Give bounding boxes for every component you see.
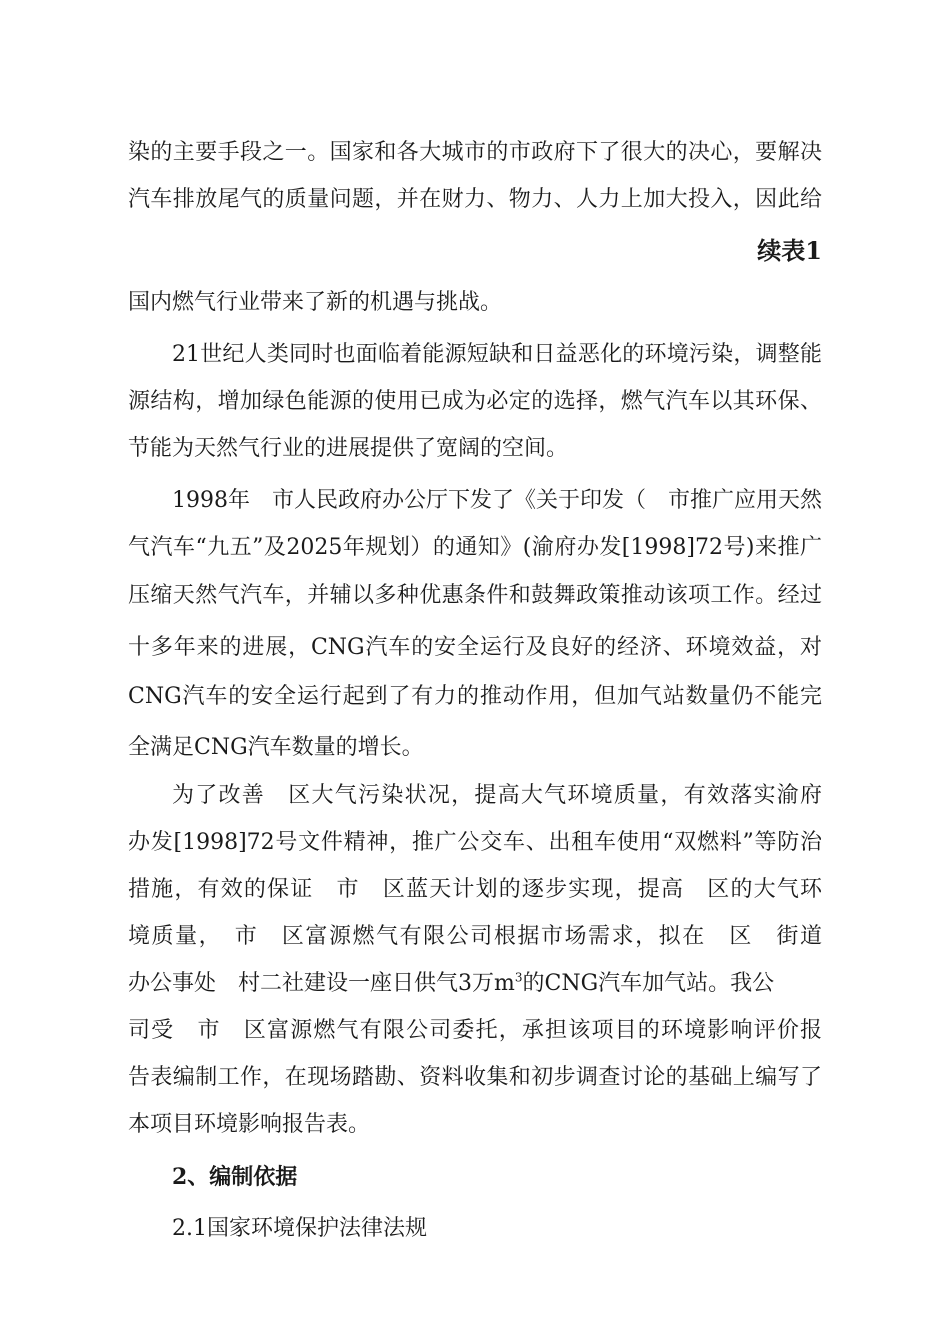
intro-line-1: 染的主要手段之一。国家和各大城市的市政府下了很大的决心，要解决 — [128, 140, 822, 165]
paragraph-4-line-7: 告表编制工作，在现场踏勘、资料收集和初步调查讨论的基础上编写了 — [128, 1065, 822, 1090]
paragraph-4-line-3: 措施，有效的保证 市 区蓝天计划的逐步实现，提高 区的大气环 — [128, 877, 822, 902]
paragraph-3-line-5: CNG汽车的安全运行起到了有力的推动作用，但加气站数量仍不能完 — [128, 684, 822, 709]
paragraph-3-line-6: 全满足CNG汽车数量的增长。 — [128, 735, 424, 760]
paragraph-4-line-5-part-2: 的CNG汽车加气站。我公 — [522, 971, 775, 996]
paragraph-4-line-4: 境质量， 市 区富源燃气有限公司根据市场需求，拟在 区 街道 — [128, 924, 822, 949]
paragraph-2-line-2: 源结构，增加绿色能源的使用已成为必定的选择，燃气汽车以其环保、 — [128, 389, 822, 414]
paragraph-3-line-2: 气汽车“九五”及2025年规划）的通知》(渝府办发[1998]72号)来推广 — [128, 535, 822, 560]
intro-line-3: 国内燃气行业带来了新的机遇与挑战。 — [128, 290, 503, 315]
paragraph-4-line-5 — [128, 968, 822, 1000]
table-caption: 续表1 — [757, 236, 822, 265]
section-heading: 2、编制依据 — [172, 1164, 298, 1190]
paragraph-3-line-3: 压缩天然气汽车，并辅以多种优惠条件和鼓舞政策推动该项工作。经过 — [128, 583, 822, 608]
paragraph-4-line-1: 为了改善 区大气污染状况，提高大气环境质量，有效落实渝府 — [172, 783, 822, 808]
paragraph-3-line-1: 1998年 市人民政府办公厅下发了《关于印发（ 市推广应用天然 — [172, 488, 822, 513]
subsection-heading: 2.1国家环境保护法律法规 — [172, 1216, 427, 1241]
paragraph-4-line-5-part-1: 办公事处 村二社建设一座日供气3万m — [128, 971, 515, 996]
paragraph-3-line-4: 十多年来的进展，CNG汽车的安全运行及良好的经济、环境效益，对 — [128, 635, 822, 660]
paragraph-2-line-1: 21世纪人类同时也面临着能源短缺和日益恶化的环境污染，调整能 — [172, 342, 822, 367]
paragraph-2-line-3: 节能为天然气行业的进展提供了宽阔的空间。 — [128, 436, 569, 461]
intro-line-2: 汽车排放尾气的质量问题，并在财力、物力、人力上加大投入，因此给 — [128, 187, 822, 212]
paragraph-4-line-8: 本项目环境影响报告表。 — [128, 1112, 371, 1137]
unit-superscript: 3 — [514, 970, 523, 985]
paragraph-4-line-2: 办发[1998]72号文件精神，推广公交车、出租车使用“双燃料”等防治 — [128, 830, 822, 855]
paragraph-4-line-6: 司受 市 区富源燃气有限公司委托，承担该项目的环境影响评价报 — [128, 1018, 822, 1043]
